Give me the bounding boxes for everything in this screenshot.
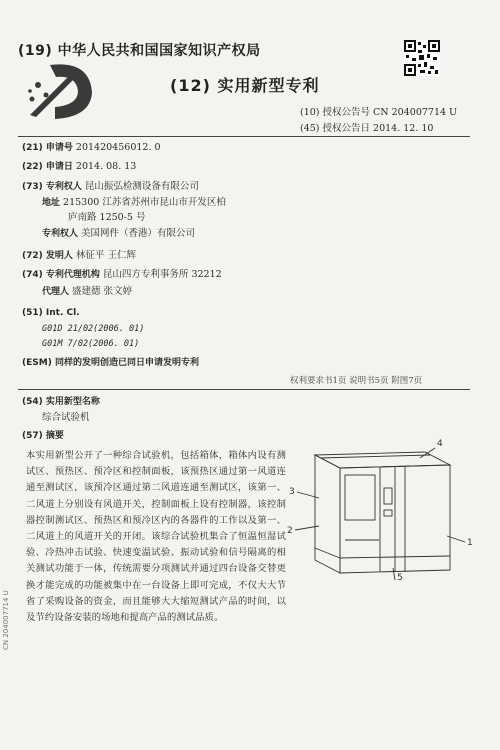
agency-row — [22, 268, 222, 282]
figure-label-1: 1 — [467, 538, 473, 548]
inventor-label: (72) 发明人 — [22, 251, 73, 261]
application-date: 2014. 08. 13 — [75, 161, 137, 172]
agency: 昆山四方专利事务所 32212 — [102, 269, 222, 280]
publication-date: (45) 授权公告日 2014. 12. 10 — [300, 123, 434, 134]
agent-label: 代理人 — [42, 287, 70, 297]
intcl-1: G01D 21/02(2006. 01) — [42, 324, 145, 334]
abstract-label: (57) 摘要 — [22, 431, 64, 441]
application-number-row — [22, 141, 161, 155]
address-line-1: 215300 江苏省苏州市昆山市开发区柏 — [63, 197, 226, 208]
patentee-row — [22, 180, 199, 194]
utility-model-title: 综合试验机 — [42, 412, 90, 423]
address-line-2: 庐南路 1250-5 号 — [68, 212, 146, 223]
application-number-label: (21) 申请号 — [22, 143, 73, 153]
patentee-2: 美国网件（香港）有限公司 — [81, 228, 196, 239]
intcl-label: (51) Int. Cl. — [22, 308, 80, 318]
patentee-2-row — [42, 227, 195, 241]
address-label: 地址 — [42, 198, 61, 208]
figure-label-3: 3 — [289, 487, 295, 497]
application-number: 201420456012. 0 — [75, 142, 161, 153]
office-name: (19) 中华人民共和国国家知识产权局 — [18, 43, 261, 59]
qr-code-icon — [404, 40, 440, 76]
agency-label: (74) 专利代理机构 — [22, 270, 100, 280]
figure-label-5: 5 — [397, 573, 403, 580]
side-publication-code: CN 204007714 U — [2, 590, 10, 650]
patentee-2-label: 专利权人 — [42, 229, 79, 239]
esm-note: (ESM) 同样的发明创造已同日申请发明专利 — [22, 358, 199, 368]
patentee: 昆山振弘检测设备有限公司 — [84, 181, 199, 192]
figure-label-2: 2 — [287, 526, 293, 536]
publication-number: (10) 授权公告号 CN 204007714 U — [300, 107, 458, 118]
inventor-row — [22, 249, 136, 263]
address-row — [42, 196, 226, 210]
inventors: 林征平 王仁辉 — [75, 250, 136, 261]
agents: 盛建德 张文婷 — [72, 286, 133, 297]
testing-machine-drawing — [285, 430, 475, 580]
section-divider — [18, 389, 470, 390]
figure-label-4: 4 — [437, 439, 443, 449]
sipo-logo-icon — [20, 55, 100, 125]
title-label: (54) 实用新型名称 — [22, 397, 100, 407]
patentee-label: (73) 专利权人 — [22, 182, 82, 192]
agent-row — [42, 285, 132, 299]
header-divider — [18, 136, 470, 137]
intcl-2: G01M 7/02(2006. 01) — [42, 339, 140, 349]
patent-type: (12) 实用新型专利 — [170, 76, 320, 95]
application-date-row — [22, 160, 136, 174]
page-info: 权利要求书1页 说明书5页 附图7页 — [290, 376, 423, 386]
abstract-text: 本实用新型公开了一种综合试验机，包括箱体，箱体内设有测试区、预热区、预冷区和控制面板，该预热区通过第一风道连通至测试区，该预冷区通过第二风道连通至测试区，该第一、二风道上分别设有风道开关，控制面板上设有控制器，该控制器控制测试区、预热区和预冷区内的各器件的工作以及第一、二风道上的风道开关的开闭。该综合试验机集合了恒温恒湿试验、冷热冲击试验、快速变温试验、振动试验和信号隔离的相关测试功能于一体，传统需要分项测试并通过四台设备交替更换才能完成的功能被集中在一台设备上即可完成，不仅大大节省了采购设备的资金，而且能够大大缩短测试产品的时间，以及节约设备安装的场地和提高产品的测试品质。 — [26, 450, 286, 624]
application-date-label: (22) 申请日 — [22, 162, 73, 172]
